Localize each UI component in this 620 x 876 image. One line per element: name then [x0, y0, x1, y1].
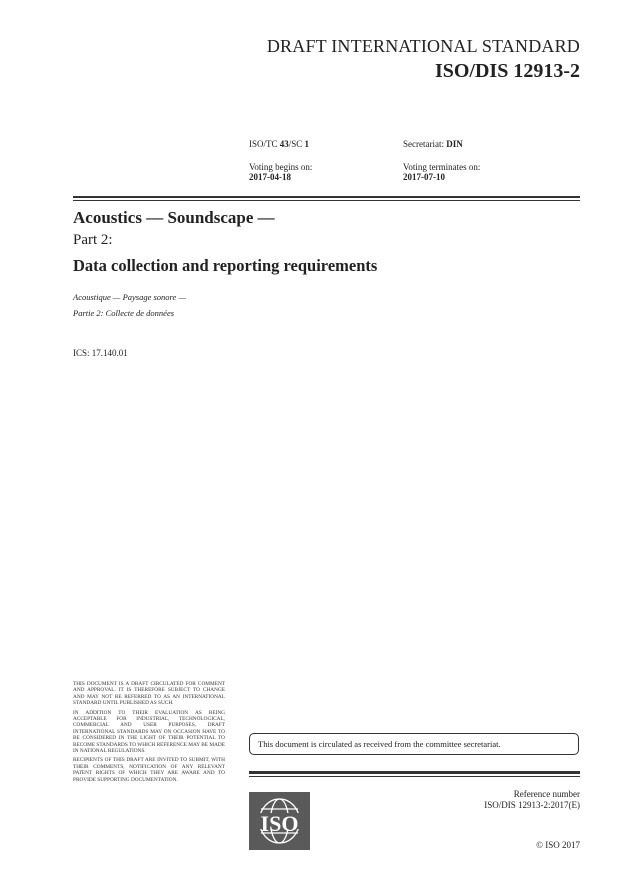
- french-title-1: Acoustique — Paysage sonore —: [73, 292, 187, 302]
- footer-divider: [249, 771, 580, 777]
- disclaimer-paragraph: IN ADDITION TO THEIR EVALUATION AS BEING ACCEPTABLE FOR INDUSTRIAL, TECHNOLOGICAL, COMMERCIAL AND USER PURPOSES, DRAFT INTERNATIONAL STANDARDS MAY ON OCCASION HAVE TO BE CONSIDERED IN THE LIGHT OF THEIR POTENTIAL TO BECOME STANDARDS TO WHICH REFERENCE MAY BE MADE IN NATIONAL REGULATIONS.: [73, 709, 225, 755]
- committee: [249, 139, 309, 149]
- secretariat-label: Secretariat:: [403, 139, 447, 149]
- doc-type: DRAFT INTERNATIONAL STANDARD: [266, 36, 580, 56]
- committee-sep: /SC: [288, 139, 305, 149]
- voting-begins: [249, 162, 312, 182]
- svg-text:ISO: ISO: [260, 811, 299, 836]
- part-label: Part 2:: [73, 232, 113, 248]
- copyright: © ISO 2017: [536, 840, 580, 850]
- reference-label: Reference number: [513, 789, 580, 799]
- divider: [73, 196, 580, 201]
- voting-ends: [403, 162, 480, 182]
- secretariat-value: DIN: [446, 139, 463, 149]
- draft-disclaimer: [73, 681, 225, 786]
- ics-code: ICS: 17.140.01: [73, 348, 128, 358]
- voting-ends-label: Voting terminates on:: [403, 162, 481, 172]
- main-title: Acoustics — Soundscape —: [73, 208, 275, 227]
- disclaimer-paragraph: RECIPIENTS OF THIS DRAFT ARE INVITED TO SUBMIT, WITH THEIR COMMENTS, NOTIFICATION OF ANY RELEVANT PATENT RIGHTS OF WHICH THEY ARE AWARE AND TO PROVIDE SUPPORTING DOCUMENTATION.: [73, 757, 225, 783]
- voting-begins-value: 2017-04-18: [249, 172, 291, 182]
- voting-begins-label: Voting begins on:: [249, 162, 313, 172]
- part-title: Data collection and reporting requirements: [73, 256, 378, 275]
- committee-prefix: ISO/TC: [249, 139, 280, 149]
- reference-number: ISO/DIS 12913-2:2017(E): [484, 800, 580, 810]
- doc-number: ISO/DIS 12913-2: [434, 60, 580, 82]
- disclaimer-paragraph: THIS DOCUMENT IS A DRAFT CIRCULATED FOR COMMENT AND APPROVAL. IT IS THEREFORE SUBJECT TO CHANGE AND MAY NOT BE REFERRED TO AS AN INTERNATIONAL STANDARD UNTIL PUBLISHED AS SUCH.: [73, 681, 225, 707]
- committee-tc: 43: [279, 139, 289, 149]
- secretariat: [403, 139, 463, 149]
- committee-sc: 1: [304, 139, 310, 149]
- voting-ends-value: 2017-07-10: [403, 172, 445, 182]
- circulation-notice: This document is circulated as received from the committee secretariat.: [249, 733, 579, 755]
- french-title-2: Partie 2: Collecte de données: [73, 308, 175, 318]
- iso-logo-icon: [249, 792, 310, 850]
